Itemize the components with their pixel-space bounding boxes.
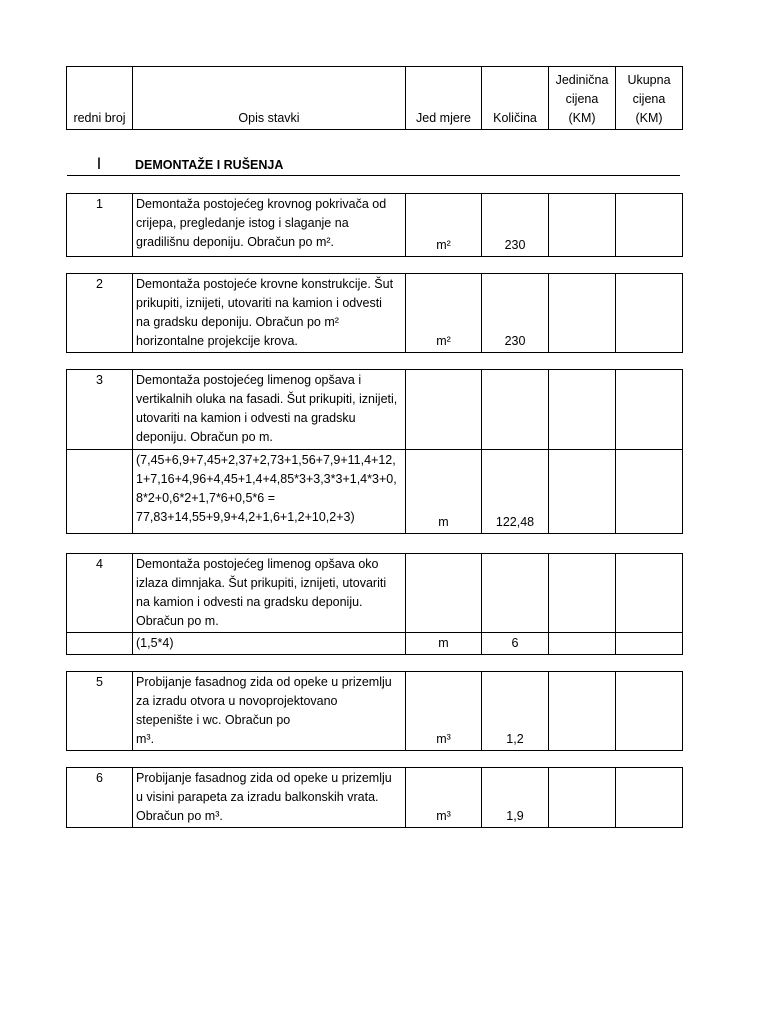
item-description: Demontaža postojećeg limenog opšava i vertikalnih oluka na fasadi. Šut prikupiti, iznijeti, utovariti na kamion i odvesti na gradsku deponiju. Obračun po m. bbox=[133, 370, 406, 450]
item-calculation: (1,5*4) bbox=[133, 633, 406, 655]
item-unit-empty bbox=[406, 370, 482, 450]
item-quantity: 1,2 bbox=[482, 672, 549, 751]
header-jedinicna-cijena: Jedinična cijena (KM) bbox=[549, 67, 616, 130]
item-unit-price bbox=[549, 370, 616, 450]
item-unit-empty bbox=[406, 554, 482, 633]
item-number: 4 bbox=[67, 554, 133, 633]
item-quantity: 1,9 bbox=[482, 768, 549, 828]
table-row bbox=[67, 633, 683, 655]
item-total-price bbox=[616, 450, 683, 534]
item-number: 6 bbox=[67, 768, 133, 828]
item-total-price bbox=[616, 633, 683, 655]
item-total-price bbox=[616, 672, 683, 751]
item-unit-price bbox=[549, 194, 616, 257]
section-number: I bbox=[96, 154, 102, 173]
item-table bbox=[66, 193, 683, 257]
item-unit: m² bbox=[406, 274, 482, 353]
item-unit-price bbox=[549, 554, 616, 633]
table-row bbox=[67, 370, 683, 450]
item-description: Probijanje fasadnog zida od opeke u prizemlju u visini parapeta za izradu balkonskih vrata. Obračun po m³. bbox=[133, 768, 406, 828]
item-unit-price bbox=[549, 633, 616, 655]
item-description: Demontaža postojećeg limenog opšava oko izlaza dimnjaka. Šut prikupiti, iznijeti, utovariti na kamion i odvesti na gradsku deponiju. Obračun po m. bbox=[133, 554, 406, 633]
section-title: DEMONTAŽE I RUŠENJA bbox=[135, 158, 284, 172]
item-total-price bbox=[616, 554, 683, 633]
item-quantity-empty bbox=[482, 370, 549, 450]
table-row bbox=[67, 768, 683, 828]
item-total-price bbox=[616, 370, 683, 450]
table-row bbox=[67, 554, 683, 633]
header-jed-mjere: Jed mjere bbox=[406, 67, 482, 130]
item-total-price bbox=[616, 274, 683, 353]
item-quantity: 6 bbox=[482, 633, 549, 655]
item-description: Demontaža postojećeg krovnog pokrivača od crijepa, pregledanje istog i slaganje na gradilišnu deponiju. Obračun po m². bbox=[133, 194, 406, 257]
item-table bbox=[66, 767, 683, 828]
item-total-price bbox=[616, 768, 683, 828]
item-quantity: 230 bbox=[482, 194, 549, 257]
item-unit: m² bbox=[406, 194, 482, 257]
item-unit-price bbox=[549, 672, 616, 751]
item-unit: m³ bbox=[406, 672, 482, 751]
item-unit-price bbox=[549, 450, 616, 534]
item-table bbox=[66, 273, 683, 353]
item-number: 2 bbox=[67, 274, 133, 353]
section-heading bbox=[67, 154, 680, 176]
table-row bbox=[67, 274, 683, 353]
item-unit: m bbox=[406, 633, 482, 655]
item-calculation: (7,45+6,9+7,45+2,37+2,73+1,56+7,9+11,4+12, 1+7,16+4,96+4,45+1,4+4,85*3+3,3*3+1,4*3+0, 8*2+0,6*2+1,7*6+0,5*6 = 77,83+14,55+9,9+4,2+1,6+1,2+10,2+3) bbox=[133, 450, 406, 534]
item-table bbox=[66, 369, 683, 534]
item-number: 1 bbox=[67, 194, 133, 257]
table-row bbox=[67, 194, 683, 257]
item-number-empty bbox=[67, 450, 133, 534]
item-number-empty bbox=[67, 633, 133, 655]
header-opis-stavki: Opis stavki bbox=[133, 67, 406, 130]
item-unit: m bbox=[406, 450, 482, 534]
item-number: 3 bbox=[67, 370, 133, 450]
header-row bbox=[67, 67, 683, 130]
item-quantity-empty bbox=[482, 554, 549, 633]
item-unit: m³ bbox=[406, 768, 482, 828]
header-kolicina: Količina bbox=[482, 67, 549, 130]
item-table bbox=[66, 553, 683, 655]
item-total-price bbox=[616, 194, 683, 257]
item-table bbox=[66, 671, 683, 751]
header-table bbox=[66, 66, 683, 130]
table-row bbox=[67, 450, 683, 534]
item-description: Demontaža postojeće krovne konstrukcije. Šut prikupiti, iznijeti, utovariti na kamion i odvesti na gradsku deponiju. Obračun po m² horizontalne projekcije krova. bbox=[133, 274, 406, 353]
item-quantity: 230 bbox=[482, 274, 549, 353]
header-ukupna-cijena: Ukupna cijena (KM) bbox=[616, 67, 683, 130]
item-quantity: 122,48 bbox=[482, 450, 549, 534]
table-row bbox=[67, 672, 683, 751]
item-unit-price bbox=[549, 768, 616, 828]
header-redni-broj: redni broj bbox=[67, 67, 133, 130]
item-unit-price bbox=[549, 274, 616, 353]
item-number: 5 bbox=[67, 672, 133, 751]
item-description: Probijanje fasadnog zida od opeke u prizemlju za izradu otvora u novoprojektovano stepenište i wc. Obračun po m³. bbox=[133, 672, 406, 751]
